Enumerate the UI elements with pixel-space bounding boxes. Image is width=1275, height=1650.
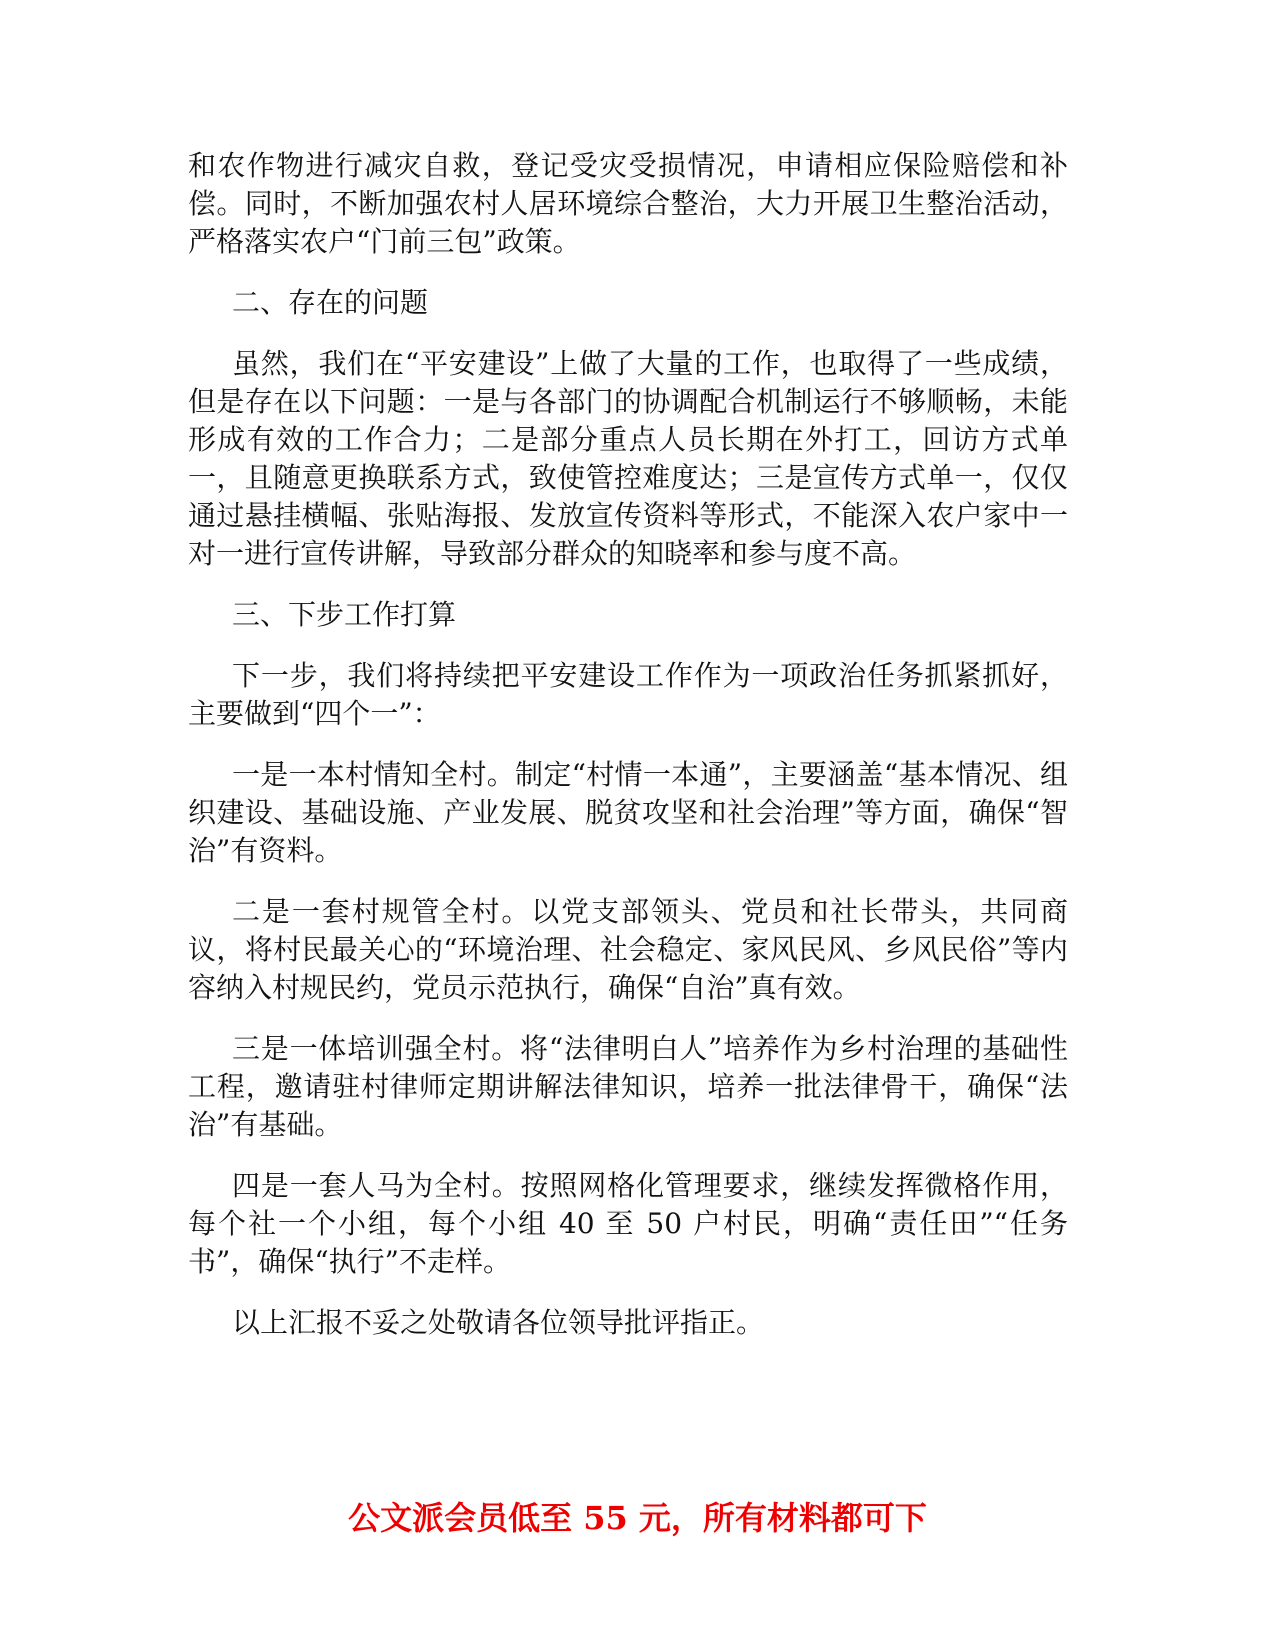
section-heading-next-steps: 三、下步工作打算 — [232, 598, 457, 631]
document-body — [188, 147, 1068, 1365]
paragraph-continuation: 和农作物进行减灾自救，登记受灾受损情况，申请相应保险赔偿和补偿。同时，不断加强农村人居环境综合整治，大力开展卫生整治活动，严格落实农户“门前三包”政策。 — [188, 149, 1068, 258]
paragraph-next-steps-intro: 下一步，我们将持续把平安建设工作作为一项政治任务抓紧抓好，主要做到“四个一”： — [188, 659, 1068, 730]
section-heading-problems: 二、存在的问题 — [232, 286, 429, 319]
paragraph-item-two: 二是一套村规管全村。以党支部领头、党员和社长带头，共同商议，将村民最关心的“环境治理、社会稳定、家风民风、乡风民俗”等内容纳入村规民约，党员示范执行，确保“自治”真有效。 — [188, 895, 1068, 1004]
promo-footer-text: 公文派会员低至 55 元，所有材料都可下 — [348, 1499, 927, 1537]
paragraph-closing: 以上汇报不妥之处敬请各位领导批评指正。 — [232, 1306, 765, 1339]
paragraph-item-one: 一是一本村情知全村。制定“村情一本通”，主要涵盖“基本情况、组织建设、基础设施、产业发展、脱贫攻坚和社会治理”等方面，确保“智治”有资料。 — [188, 758, 1068, 867]
paragraph-item-three: 三是一体培训强全村。将“法律明白人”培养作为乡村治理的基础性工程，邀请驻村律师定期讲解法律知识，培养一批法律骨干，确保“法治”有基础。 — [188, 1032, 1068, 1141]
paragraph-item-four: 四是一套人马为全村。按照网格化管理要求，继续发挥微格作用，每个社一个小组，每个小组 40 至 50 户村民，明确“责任田”“任务书”，确保“执行”不走样。 — [188, 1169, 1068, 1278]
paragraph-problems: 虽然，我们在“平安建设”上做了大量的工作，也取得了一些成绩，但是存在以下问题：一是与各部门的协调配合机制运行不够顺畅，未能形成有效的工作合力；二是部分重点人员长期在外打工，回访方式单一，且随意更换联系方式，致使管控难度达；三是宣传方式单一，仅仅通过悬挂横幅、张贴海报、发放宣传资料等形式，不能深入农户家中一对一进行宣传讲解，导致部分群众的知晓率和参与度不高。 — [188, 347, 1068, 570]
